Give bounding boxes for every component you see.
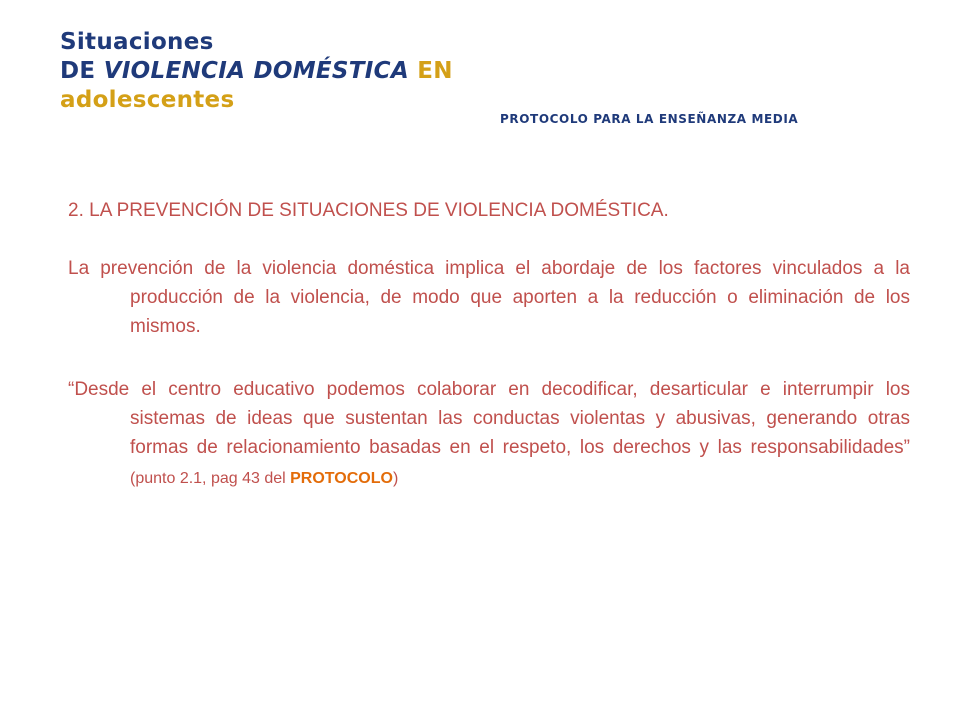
title-line-1: Situaciones [60,29,214,55]
title-line-2-suffix: EN [408,58,453,84]
title-line-2 [60,57,453,86]
paragraph-prevention: La prevención de la violencia doméstica implica el abordaje de los factores vinculados a la producción de la violencia, de modo que aporten a la reducción o eliminación de los mismos. [68,258,910,337]
slide-content [68,198,910,527]
quote-text: “Desde el centro educativo podemos colaborar en decodificar, desarticular e interrumpir los sistemas de ideas que sustentan las conductas violentas y abusivas, generando otras formas de relacionamiento basadas en el respeto, los derechos y las responsabilidades” [68,379,910,458]
citation-suffix: ) [392,470,399,487]
citation-protocolo: PROTOCOLO [290,470,393,487]
title-line-3: adolescentes [60,87,235,113]
title-line-2-prefix: DE [60,58,104,84]
title-line-2-italic: VIOLENCIA DOMÉSTICA [103,58,409,84]
slide-subtitle: PROTOCOLO PARA LA ENSEÑANZA MEDIA [500,112,799,126]
section-heading: 2. LA PREVENCIÓN DE SITUACIONES DE VIOLENCIA DOMÉSTICA. [68,200,669,221]
slide-title [60,28,453,115]
paragraph-quote [68,375,910,493]
citation-prefix: (punto 2.1, pag 43 del [130,470,291,487]
